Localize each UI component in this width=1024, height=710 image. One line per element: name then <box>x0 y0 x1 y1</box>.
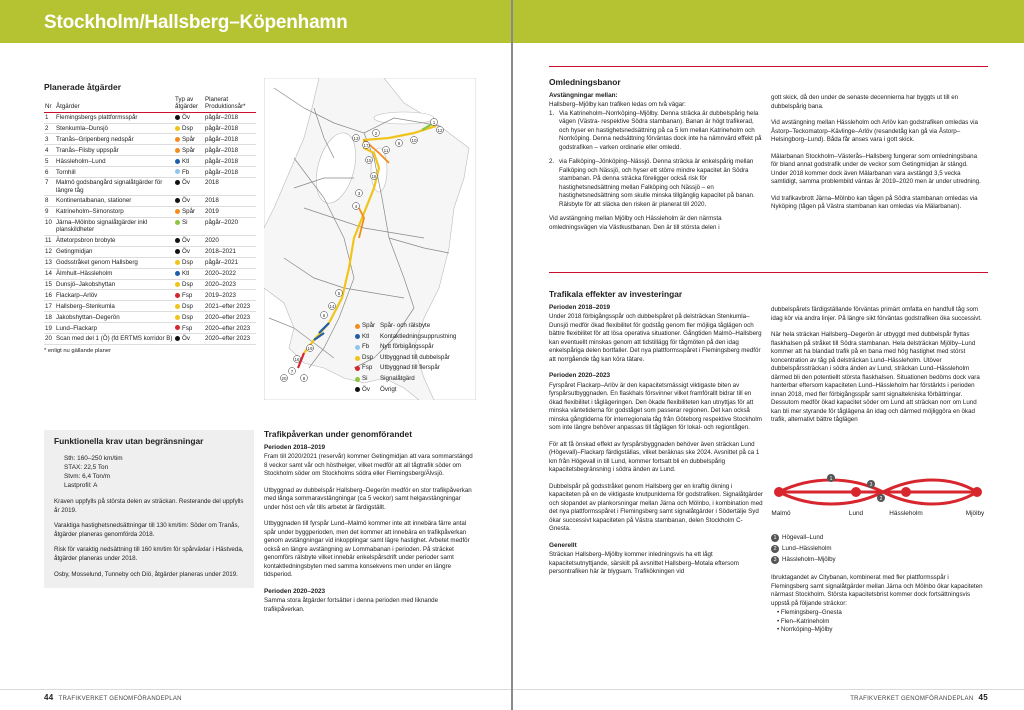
segment-badge: 2 <box>771 545 779 553</box>
station-marker <box>851 487 861 497</box>
svg-text:6: 6 <box>322 313 326 318</box>
effects-text: När hela sträckan Hallsberg–Degerön är utbyggd med dubbelspår flyttas flaskhalsen på stråket till Södra stambanan. Hela delsträckan Mjölby–Lund kommer att ha blandad trafik på en bana med hög hastighet med störst koncentration av tåg på delsträckan Lund–Hässleholm. Utöver dubbelspårssträckan i södra änden av Lund, sträckan Lund–Hässleholm därmed bli den potentiellt största flaskhalsen. Situationen bedöms dock vara hanterbar eftersom kapaciteten Lund–Hässleholm har förstärkts i perioden innan 2018, med fler förbigångsspår samt signaltekniska förbättringar. Dessutom medför ökad kapacitet söder om Lund att sträckan norr om Lund kan bli mer styrande för tåglägena än idag och därmed möjliggöra en ökad trafik, alternativt bättre tåglägen <box>771 331 980 423</box>
table-row <box>44 312 256 323</box>
table-row <box>44 145 256 156</box>
table-row <box>44 134 256 145</box>
row-period: 2020–2023 <box>204 279 256 290</box>
row-type-label: Fsp <box>182 291 193 299</box>
row-type-label: Dsp <box>182 302 194 310</box>
right-page <box>513 0 1024 710</box>
table-row <box>44 178 256 196</box>
row-nr: 11 <box>44 235 55 246</box>
row-nr: 13 <box>44 257 55 268</box>
section-rule <box>549 66 988 67</box>
func-paragraph: Varaktiga hastighetsnedsättningar till 130 km/tim: Söder om Tranås, åtgärder planeras genomförda 2018. <box>54 522 240 538</box>
row-nr: 18 <box>44 312 55 323</box>
header-band <box>513 0 1024 43</box>
traffic-text: Utbyggnaden till fyrspår Lund–Malmö kommer inte att innebära färre antal spår under byggperioden, men det kommer att innebära en trafikpåverkan genom avstängningar vid inkopplingar samt lägre hastighet. Arbetet medför också en längre avstängning av Lommabanan i perioden. På sträcket genomförs rälsbyte vilket innebär enkelspårsdrift under perioder samt kontaktledningsbyten med samma konsekvens men under en längre tidsperiod. <box>264 520 470 578</box>
row-nr: 16 <box>44 290 55 301</box>
effects-text: Under 2018 förbigångsspår och dubbelspåret på delsträckan Stenkumla–Dunsjö medför ökad flexibilitet för godståg genom fler möjliga tåglägen och bättre flexibilitet för att lösa operativa situationer. Gångtiden Malmö–Hallsberg kan eventuellt minskas genom att tidstillägg för tågmöten på den idag enkelspåriga delen bortfaller. Det nya plattformsspåret i Flemingsberg medför att norrgående tåg kan köra tätare. <box>549 313 762 363</box>
col-measure: Åtgärder <box>55 96 174 112</box>
legend-code: Dsp <box>362 353 374 361</box>
traffic-text: Utbyggnad av dubbelspår Hallsberg–Degerön medför en stor trafikpåverkan med långa sommaravstängningar (ca 5 veckor) samt helgavstängningar under höst och vår tills arbetet är färdigställt. <box>264 486 472 511</box>
row-period: 2020 <box>204 235 256 246</box>
legend-dot-icon <box>355 345 360 350</box>
row-type <box>174 178 204 196</box>
legend-dot-icon <box>355 356 360 361</box>
func-text <box>44 494 254 588</box>
row-period: pågår–2021 <box>204 257 256 268</box>
table-row <box>44 290 256 301</box>
legend-item <box>355 374 456 385</box>
row-type <box>174 246 204 257</box>
row-type <box>174 167 204 178</box>
row-type <box>174 145 204 156</box>
row-nr: 15 <box>44 279 55 290</box>
effects-left <box>549 290 763 585</box>
type-dot-icon <box>175 159 180 164</box>
func-paragraph: Kraven uppfylls på största delen av sträckan. Resterande del uppfylls år 2019. <box>54 498 244 514</box>
row-type-label: Spår <box>182 135 196 143</box>
row-measure: Hässleholm–Lund <box>55 156 174 167</box>
legend-dot-icon <box>355 387 360 392</box>
station-marker <box>901 487 911 497</box>
row-measure: Katrineholm–Simonstorp <box>55 207 174 218</box>
row-type <box>174 257 204 268</box>
svg-text:20: 20 <box>281 376 287 381</box>
row-measure: Tornhill <box>55 167 174 178</box>
row-measure: Lund–Flackarp <box>55 323 174 334</box>
row-type-label: Öv <box>182 335 190 343</box>
row-type-label: Fb <box>182 168 190 176</box>
row-nr: 12 <box>44 246 55 257</box>
row-type-label: Öv <box>182 248 190 256</box>
segment-label: Lund–Hässleholm <box>782 545 832 552</box>
type-dot-icon <box>175 304 180 309</box>
legend-label: Spår- och rälsbyte <box>380 322 431 329</box>
row-type <box>174 134 204 145</box>
list-item: • Flemingsberg–Gnesta <box>777 609 985 618</box>
svg-text:5: 5 <box>337 291 341 296</box>
footer-right <box>850 693 988 702</box>
row-measure: Hallsberg–Stenkumla <box>55 301 174 312</box>
legend-code: Öv <box>362 385 370 393</box>
row-measure: Järna–Mölnbo signalåtgärder inkl planskildheter <box>55 217 174 235</box>
row-measure: Malmö godsbangård signalåtgärder för längre tåg <box>55 178 174 196</box>
svg-text:19: 19 <box>307 346 313 351</box>
legend-label: Övrigt <box>380 385 397 393</box>
row-nr: 14 <box>44 268 55 279</box>
type-dot-icon <box>175 282 180 287</box>
svg-text:8: 8 <box>302 376 306 381</box>
type-dot-icon <box>175 260 180 265</box>
segment-label: Högevall–Lund <box>782 534 824 541</box>
legend-code: Si <box>362 374 368 382</box>
row-type <box>174 290 204 301</box>
func-item: Lastprofil: A <box>64 482 98 489</box>
row-type <box>174 156 204 167</box>
detours-sub: Avstängningar mellan: <box>549 91 618 99</box>
legend-code: Fsp <box>362 364 373 372</box>
table-row <box>44 167 256 178</box>
svg-text:4: 4 <box>354 204 358 209</box>
func-item: Sth: 160–250 km/tim <box>64 455 123 462</box>
detours-right <box>771 94 985 220</box>
legend-dot-icon <box>355 366 360 371</box>
detours-text: Mälarbanan Stockholm–Västerås–Hallsberg fungerar som omledningsbana för bland annat godstrafik under de veckor som Getingmidjan är stängd. Under 2018 kommer dock även Mälarbanan vara avstängd 3,5 vecka samtidigt, samma problembild väntas år 2019–2020 men är under utredning. <box>771 152 981 185</box>
type-dot-icon <box>175 315 180 320</box>
table-row <box>44 156 256 167</box>
row-period: 2020–efter 2023 <box>204 323 256 334</box>
row-measure: Scan med del 1 (Ö) (fd ERTMS korridor B) <box>55 334 174 345</box>
svg-text:12: 12 <box>437 128 443 133</box>
row-nr: 17 <box>44 301 55 312</box>
detours-text: Vid avstängning mellan Hässleholm och Arlöv kan godstrafiken omledas via Åstorp–Teckomatorp–Kävlinge–Arlöv (resandetåg kan gå via Åstorp–Helsingborg–Lund). Båda får anses vara i gott skick. <box>771 119 978 143</box>
type-dot-icon <box>175 180 180 185</box>
type-dot-icon <box>175 137 180 142</box>
type-dot-icon <box>175 126 180 131</box>
legend-item <box>355 342 456 353</box>
effects-text: Fyrspåret Flackarp–Arlöv är den kapacitetsmässigt viktigaste biten av fyrspårsutbyggnaden. En flaskhals försvinner vilket framförallt bidrar till en ökad flexibilitet i tåglägeringen. Den ökade flexibiliteten kan utnyttjas för att minska väntetiderna för godståget som passerar regionen. Det kan också minska gångtiderna för interregionala tåg från Göteborg respektive Stockholm som inte längre behöver anpassas till tåglägen för lokal- och regiontågen. <box>549 381 762 431</box>
legend-item <box>355 363 456 374</box>
legend-label: Kontaktledningsupprustning <box>380 332 457 340</box>
station-marker <box>774 487 784 497</box>
row-period: 2019–2023 <box>204 290 256 301</box>
table-row <box>44 279 256 290</box>
svg-text:11: 11 <box>383 148 389 153</box>
row-period: pågår–2018 <box>204 112 256 123</box>
effects-text: Ibruktagandet av Citybanan, kombinerat med fler plattformsspår i Flemingsberg samt signalåtgärder mellan Järna och Mölnbo ökar kapaciteten närmast Stockholm. Största kapacitetsbrist kommer dock fortsättningsvis uppstå på följande sträckor: <box>771 574 983 607</box>
row-type-label: Si <box>182 219 188 227</box>
row-nr: 9 <box>44 207 55 218</box>
row-period: 2019 <box>204 207 256 218</box>
segment-legend <box>771 532 985 635</box>
traffic-period2: Perioden 2020–2023 <box>264 587 326 595</box>
detours-text: gott skick, då den under de senaste decennierna har byggts ut till en dubbelspårig bana. <box>771 94 959 110</box>
row-nr: 3 <box>44 134 55 145</box>
page-title: Stockholm/Hallsberg–Köpenhamn <box>44 12 348 33</box>
section-rule <box>549 272 988 273</box>
type-dot-icon <box>175 115 180 120</box>
table-row <box>44 246 256 257</box>
legend-label: Nytt förbigångsspår <box>380 343 434 351</box>
detours-list <box>549 110 763 210</box>
row-measure: Jakobshyttan–Degerön <box>55 312 174 323</box>
row-period: 2020–efter 2023 <box>204 334 256 345</box>
traffic-period1: Perioden 2018–2019 <box>264 443 326 451</box>
table-header-row <box>44 96 256 112</box>
legend-label: Signalåtgärd <box>380 374 415 382</box>
row-measure: Dunsjö–Jakobshyttan <box>55 279 174 290</box>
row-period: pågår–2020 <box>204 217 256 235</box>
table-row <box>44 301 256 312</box>
row-measure: Älmhult–Hässleholm <box>55 268 174 279</box>
row-period: pågår–2018 <box>204 123 256 134</box>
row-type-label: Öv <box>182 114 190 122</box>
station-marker <box>972 487 982 497</box>
func-paragraph: Osby, Mosselund, Tunneby och Diö, åtgärder planeras under 2019. <box>54 570 238 578</box>
type-dot-icon <box>175 148 180 153</box>
footer-label: TRAFIKVERKET GENOMFÖRANDEPLAN <box>850 696 974 702</box>
legend-dot-icon <box>355 334 360 339</box>
left-page <box>0 0 511 710</box>
list-item: • Norrköping–Mjölby <box>777 626 985 635</box>
effects-text: För att få önskad effekt av fyrspårsbyggnaden behöver även sträckan Lund (Högevall)–Flackarp färdigställas, vilket beräknas ske 2024. Avsnittet på ca 1 km från Högevall in till Lund, kommer fortsatt bli en dubbelspårig kapacitetsbegränsning i södra änden av Lund. <box>549 440 760 473</box>
row-period: 2018 <box>204 178 256 196</box>
row-period: 2018 <box>204 196 256 207</box>
footer-label: TRAFIKVERKET GENOMFÖRANDEPLAN <box>58 696 182 702</box>
func-list <box>44 450 254 494</box>
table-row <box>44 334 256 345</box>
station-label: Lund <box>848 510 864 517</box>
row-nr: 6 <box>44 167 55 178</box>
row-period: pågår–2018 <box>204 156 256 167</box>
detours-title: Omledningsbanor <box>549 77 621 87</box>
col-period: Planerat Produktionsår* <box>204 96 256 112</box>
row-type-label: Öv <box>182 179 190 187</box>
legend-code: Spår <box>362 322 376 329</box>
row-type <box>174 112 204 123</box>
row-type <box>174 207 204 218</box>
list-item: 1. Via Katrineholm–Norrköping–Mjölby. Denna sträcka är dubbelspårig hela vägen (Västra- respektive Södra stambanan). Banan är högt trafikerad, och hyser en hastighetsnedsättning på ca 5 km mellan Katrineholm och Norrköping. Denna nedsättning förväntas dock inte ha nämnvärd effekt på godstrafiken – varken ordinarie eller omledd. <box>549 109 762 151</box>
legend-code: Fb <box>362 343 370 351</box>
effects-period2: Perioden 2020–2023 <box>549 372 611 379</box>
row-measure: Flackarp–Arlöv <box>55 290 174 301</box>
traffic-text: Samma stora åtgärder fortsätter i denna perioden med liknande trafikpåverkan. <box>264 597 439 613</box>
measures-title: Planerade åtgärder <box>44 82 122 92</box>
svg-text:14: 14 <box>329 304 335 309</box>
measures-table <box>44 96 256 345</box>
row-type-label: Dsp <box>182 280 194 288</box>
svg-text:2: 2 <box>879 496 883 502</box>
col-nr: Nr <box>44 96 55 112</box>
svg-text:15: 15 <box>366 158 372 163</box>
type-dot-icon <box>175 198 180 203</box>
station-label: Malmö <box>771 510 791 517</box>
row-period: pågår–2018 <box>204 145 256 156</box>
via-text: via Falköping–Jönköping–Nässjö. Denna sträcka är enkelspårig mellan Falköping och Nässjö, och hyser ett större mindre kapacitet än Södra stambanan. På denna sträcka föreligger också risk för hastighetsnedsättning mellan Falköping och Nässjö – en hastighetsnedsättning som skulle minska tillgänglig kapacitet på banan. Rälsbyte för att släcka den risken är planerat till 2020. <box>559 158 755 208</box>
traffic-text: Fram till 2020/2021 (reservår) kommer Getingmidjan att vara sommarstängd 8 veckor samt vår och hösthelger, vilket medför att all tågtrafik söder om Stockholm söder om Stockholms södra eller Flemingsberg/Älvsjö. <box>264 453 473 477</box>
func-item: STAX: 22,5 Ton <box>64 464 109 471</box>
table-row <box>44 112 256 123</box>
legend-item <box>355 321 456 332</box>
detours-left <box>549 78 763 240</box>
row-measure: Ättetorpsbron brobyte <box>55 235 174 246</box>
effects-text: dubbelspårets färdigställande förväntas primärt omfatta en handfull tåg som idag kör via andra linjer. På längre sikt förväntas godstrafiken öka successivt. <box>771 306 982 322</box>
detours-intro: Hallsberg–Mjölby kan trafiken ledas om två vägar: <box>549 101 686 108</box>
svg-text:7: 7 <box>290 369 294 374</box>
segment-label: Hässleholm–Mjölby <box>782 556 836 563</box>
effects-right <box>771 306 985 433</box>
row-type-label: Spår <box>182 208 196 216</box>
func-item: Stvm: 6,4 Ton/m <box>64 473 111 480</box>
svg-text:1: 1 <box>432 120 436 125</box>
effects-period1: Perioden 2018–2019 <box>549 303 611 311</box>
row-type-label: Öv <box>182 237 190 245</box>
row-nr: 7 <box>44 178 55 196</box>
effects-text: Dubbelspår på godsstråket genom Hallsberg ger en kraftig ökning i kapaciteten på en de viktigaste knutpunkterna för godstrafiken. Signalåtgärder och slopandet av plankorsningar mellan Järna och Mölnbo, i kombination med det nya plattformsspåret i Flemingsberg samt signalåtgärder i Södertälje Syd ökar successivt kapaciteten på Västra stambanan, delen Stockholm C-Gnesta. <box>549 482 763 532</box>
detours-text: Vid avstängning mellan Mjölby och Hässleholm är den närmsta omledningsvägen via Västkustbanan. Den är till största delen i <box>549 215 722 231</box>
effects-title: Trafikala effekter av investeringar <box>549 289 683 299</box>
table-row <box>44 257 256 268</box>
segment-badge: 1 <box>771 534 779 542</box>
row-nr: 8 <box>44 196 55 207</box>
footer-left <box>44 693 182 702</box>
svg-text:13: 13 <box>353 136 359 141</box>
detours-text: Vid trafikavbrott Järna–Mölnbo kan tågen på Södra stambanan omledas via Nyköping (tågen på Västra stambanan kan omledas via Mälarbanan). <box>771 194 978 210</box>
row-type <box>174 217 204 235</box>
row-type-label: Dsp <box>182 124 194 132</box>
row-nr: 10 <box>44 217 55 235</box>
row-nr: 20 <box>44 334 55 345</box>
list-item: 2. via Falköping–Jönköping–Nässjö. Denna sträcka är enkelspårig mellan Falköping och Nässjö, och hyser ett större mindre kapacitet än Södra stambanan. På denna sträcka föreligger också risk för hastighetsnedsättning mellan Falköping och Nässjö – en hastighetsnedsättning som skulle minska tillgänglig kapacitet på banan. Rälsbyte för att släcka den risken är planerat till 2020. <box>549 158 755 208</box>
row-type <box>174 301 204 312</box>
table-row <box>44 268 256 279</box>
svg-text:3: 3 <box>357 191 361 196</box>
station-label: Hässleholm <box>889 510 923 517</box>
type-dot-icon <box>175 169 180 174</box>
type-dot-icon <box>175 325 180 330</box>
table-row <box>44 217 256 235</box>
row-type <box>174 123 204 134</box>
row-period: 2018–2021 <box>204 246 256 257</box>
svg-text:1: 1 <box>829 476 833 482</box>
traffic-impact <box>264 430 474 622</box>
col-type: Typ av åtgärder <box>174 96 204 112</box>
row-type-label: Fsp <box>182 324 193 332</box>
row-type-label: Ktl <box>182 270 190 278</box>
functional-requirements-box <box>44 430 254 616</box>
footnote: * enligt nu gällande planer <box>44 348 112 354</box>
row-period: pågår–2018 <box>204 167 256 178</box>
legend-item <box>355 385 456 396</box>
page-number: 45 <box>978 693 988 702</box>
legend-dot-icon <box>355 324 360 329</box>
legend-dot-icon <box>355 377 360 382</box>
measures-section <box>44 82 256 354</box>
footer-rule <box>0 689 511 690</box>
effects-general: Generellt <box>549 541 577 549</box>
row-type <box>174 323 204 334</box>
row-type-label: Spår <box>182 146 196 154</box>
type-dot-icon <box>175 238 180 243</box>
row-type <box>174 268 204 279</box>
station-label: Mjölby <box>965 510 985 517</box>
table-row <box>44 207 256 218</box>
page-number: 44 <box>44 693 54 702</box>
row-nr: 19 <box>44 323 55 334</box>
row-type-label: Ktl <box>182 157 190 165</box>
svg-text:2: 2 <box>374 131 378 136</box>
func-paragraph: Risk för varaktig nedsättning till 160 km/tim för spårväxlar i Hästveda, åtgärder planeras under 2018. <box>54 546 244 562</box>
row-measure: Godsstråket genom Hallsberg <box>55 257 174 268</box>
segment-diagram <box>771 470 985 526</box>
row-period: 2021–efter 2023 <box>204 301 256 312</box>
legend-label: Utbyggnad till dubbelspår <box>380 353 450 361</box>
row-type <box>174 196 204 207</box>
table-row <box>44 235 256 246</box>
row-measure: Tranås–Flisby uppspår <box>55 145 174 156</box>
row-nr: 4 <box>44 145 55 156</box>
legend-item <box>355 353 456 364</box>
row-measure: Getingmidjan <box>55 246 174 257</box>
row-type-label: Öv <box>182 197 190 205</box>
table-row <box>44 123 256 134</box>
row-nr: 5 <box>44 156 55 167</box>
type-dot-icon <box>175 209 180 214</box>
svg-text:16: 16 <box>294 357 300 362</box>
list-item: • Flen–Katrineholm <box>777 618 985 627</box>
svg-text:18: 18 <box>371 174 377 179</box>
bottleneck-list <box>771 609 985 635</box>
row-measure: Tranås–Gripenberg nedspår <box>55 134 174 145</box>
func-title: Funktionella krav utan begränsningar <box>54 436 204 446</box>
svg-text:3: 3 <box>869 482 873 488</box>
segment-badge: 3 <box>771 556 779 564</box>
traffic-title: Trafikpåverkan under genomförandet <box>264 429 412 439</box>
svg-text:9: 9 <box>397 141 401 146</box>
table-row <box>44 196 256 207</box>
row-period: 2020–efter 2023 <box>204 312 256 323</box>
table-row <box>44 323 256 334</box>
legend-item <box>355 332 456 343</box>
row-type <box>174 235 204 246</box>
footer-rule <box>513 689 1024 690</box>
via-text: Via Katrineholm–Norrköping–Mjölby. Denna sträcka är dubbelspårig hela vägen (Västra- respektive Södra stambanan). Banan är högt trafikerad, och hyser en hastighetsnedsättning på ca 5 km mellan Katrineholm och Norrköping. Denna nedsättning förväntas dock inte ha nämnvärd effekt på godstrafiken – varken ordinarie eller omledd. <box>559 109 762 151</box>
row-type-label: Dsp <box>182 313 194 321</box>
legend-code: Ktl <box>362 332 370 340</box>
row-type <box>174 279 204 290</box>
row-nr: 1 <box>44 112 55 123</box>
type-dot-icon <box>175 293 180 298</box>
row-period: 2020–2022 <box>204 268 256 279</box>
row-measure: Stenkumla–Dunsjö <box>55 123 174 134</box>
effects-text: Sträckan Hallsberg–Mjölby kommer inledningsvis ha ett lågt kapacitetsutnyttjande, särskilt på avsnittet Hallsberg–Motala eftersom persontrafiken här är blygsam. Trafikökningen vid <box>549 551 739 575</box>
row-measure: Kontinentalbanan, stationer <box>55 196 174 207</box>
svg-text:17: 17 <box>363 143 369 148</box>
row-nr: 2 <box>44 123 55 134</box>
svg-text:10: 10 <box>411 138 417 143</box>
type-dot-icon <box>175 336 180 341</box>
row-type <box>174 334 204 345</box>
type-dot-icon <box>175 249 180 254</box>
row-measure: Flemingsbergs plattformsspår <box>55 112 174 123</box>
row-period: pågår–2018 <box>204 134 256 145</box>
legend-label: Utbyggnad till flerspår <box>380 364 440 372</box>
row-type-label: Dsp <box>182 259 194 267</box>
type-dot-icon <box>175 220 180 225</box>
map-legend <box>355 321 456 395</box>
type-dot-icon <box>175 271 180 276</box>
row-type <box>174 312 204 323</box>
